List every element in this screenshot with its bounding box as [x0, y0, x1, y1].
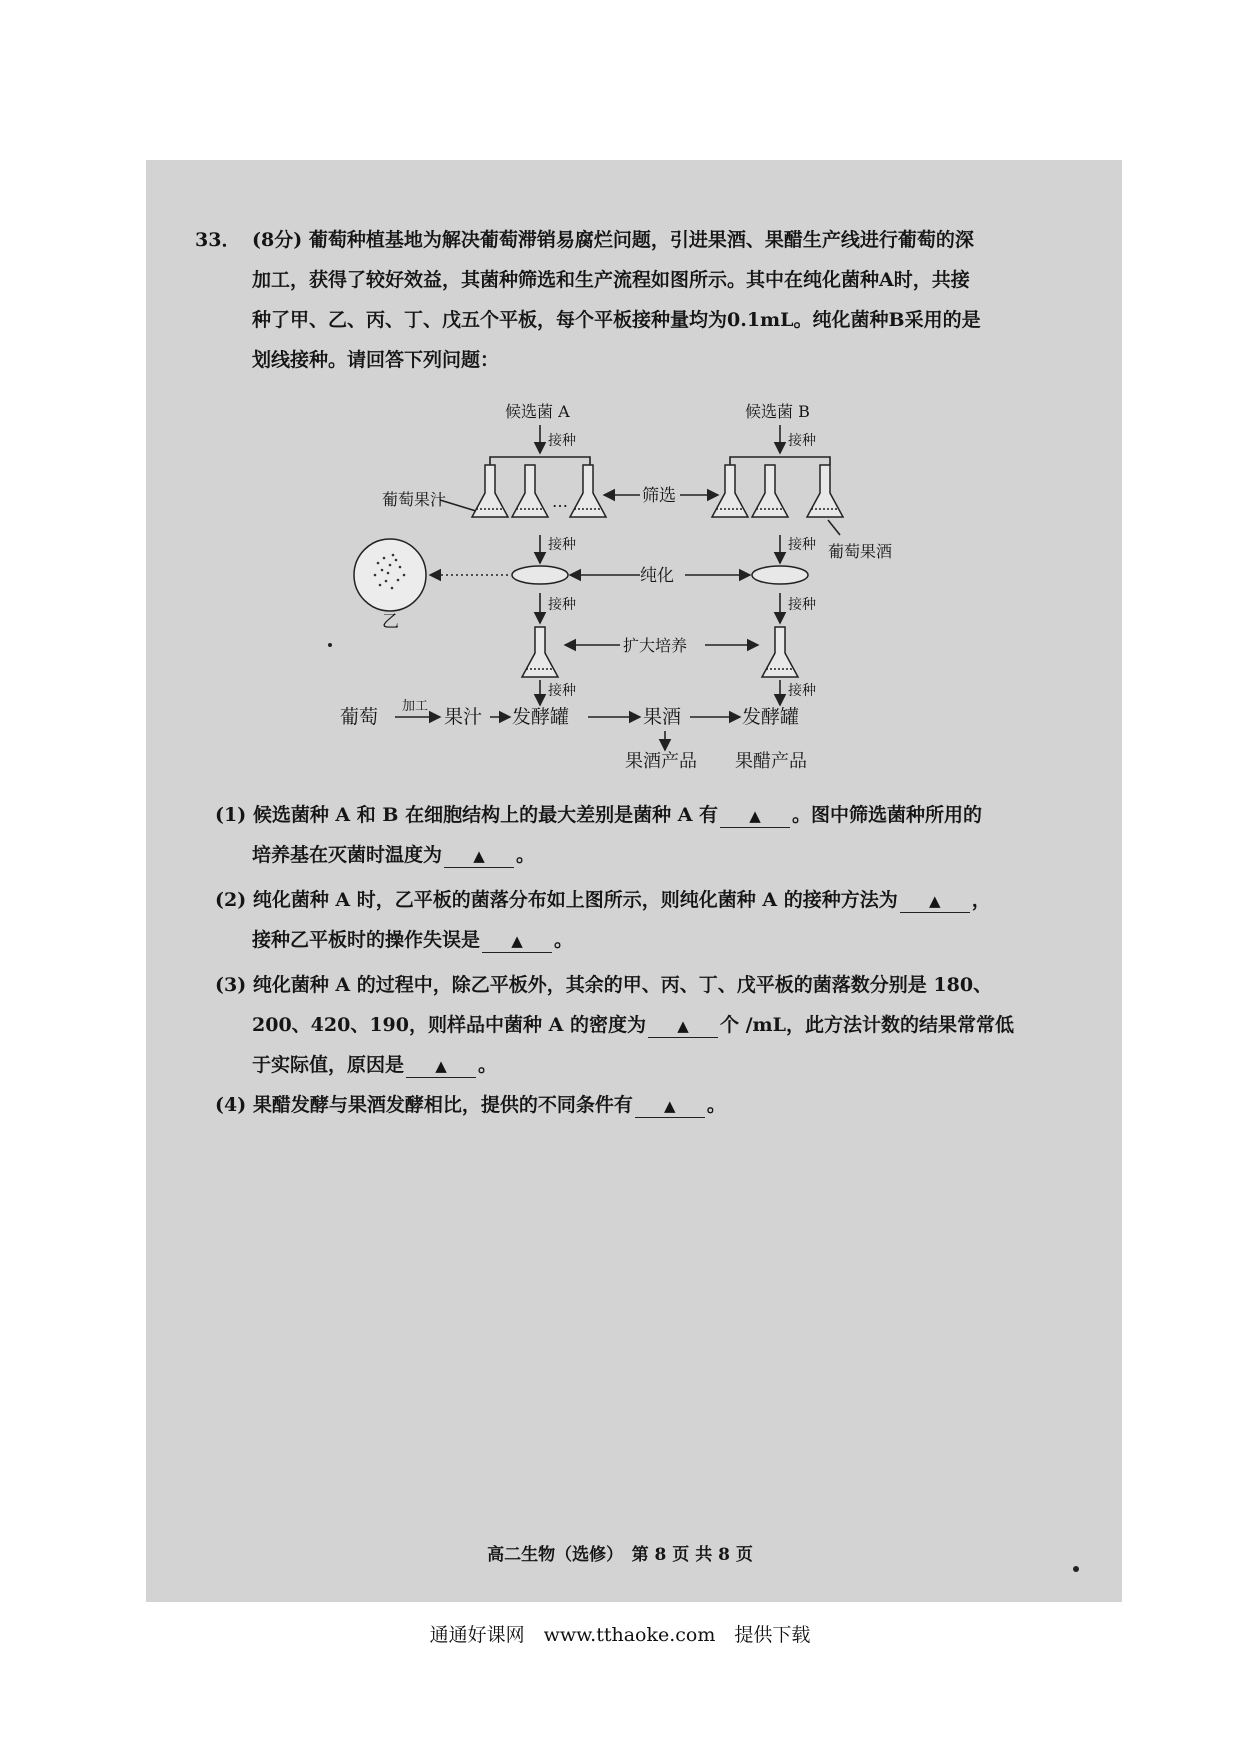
label-dots: … [552, 492, 568, 511]
question-number: 33． [195, 229, 241, 251]
answer-blank[interactable]: ▲ [648, 1015, 718, 1038]
site-credit: 通通好课网 www.tthaoke.com 提供下载 [429, 1624, 811, 1646]
question-text-line-2: 加工，获得了较好效益，其菌种筛选和生产流程如图所示。其中在纯化菌种A时，共接 [252, 269, 970, 291]
label-inoculate-a3: 接种 [548, 597, 576, 613]
label-grape-juice: 葡萄果汁 [382, 490, 447, 509]
speck [1073, 1566, 1079, 1572]
page-footer: 高二生物（选修） 第 8 页 共 8 页 [487, 1545, 753, 1565]
label-inoculate-a4: 接种 [548, 683, 576, 699]
subquestion-4-line-1: (4) 果醋发酵与果酒发酵相比，提供的不同条件有 ▲ 。 [215, 1094, 726, 1116]
subquestion-3-line-2: 200、420、190，则样品中菌种 A 的密度为 ▲ 个 /mL，此方法计数的结果常常低 [252, 1014, 1014, 1036]
answer-blank[interactable]: ▲ [720, 805, 790, 828]
subquestion-2-line-2: 接种乙平板时的操作失误是 ▲ 。 [252, 929, 574, 951]
label-candidate-a: 候选菌 A [505, 402, 570, 421]
subquestion-1-line-1: (1) 候选菌种 A 和 B 在细胞结构上的最大差别是菌种 A 有 ▲ 。图中筛选菌种所用的 [215, 804, 983, 826]
label-expand: 扩大培养 [623, 636, 688, 655]
label-inoculate-b3: 接种 [788, 597, 816, 613]
label-inoculate-b2: 接种 [788, 537, 816, 553]
label-inoculate-b1: 接种 [788, 433, 816, 449]
label-wine: 果酒 [643, 706, 682, 728]
label-wine-product: 果酒产品 [625, 751, 697, 772]
answer-blank[interactable]: ▲ [635, 1095, 705, 1118]
question-text-line-3: 种了甲、乙、丙、丁、戊五个平板，每个平板接种量均为0.1mL。纯化菌种B采用的是 [252, 309, 981, 331]
question-text-line-4: 划线接种。请回答下列问题： [252, 349, 500, 371]
speck [328, 643, 332, 647]
subquestion-2-line-1: (2) 纯化菌种 A 时，乙平板的菌落分布如上图所示，则纯化菌种 A 的接种方法为 ▲ ， [215, 889, 991, 911]
label-fermenter: 发酵罐 [512, 706, 570, 728]
label-inoculate-a1: 接种 [548, 433, 576, 449]
answer-blank[interactable]: ▲ [444, 845, 514, 868]
question-text-line-1: (8分) 葡萄种植基地为解决葡萄滞销易腐烂问题，引进果酒、果醋生产线进行葡萄的深 [252, 229, 974, 251]
label-plate-yi: 乙 [382, 612, 399, 632]
subquestion-3-line-3: 于实际值，原因是 ▲ 。 [252, 1054, 498, 1076]
label-juice: 果汁 [444, 706, 483, 728]
label-purify: 纯化 [640, 566, 674, 586]
label-process: 加工 [402, 699, 429, 714]
subquestion-3-line-1: (3) 纯化菌种 A 的过程中，除乙平板外，其余的甲、丙、丁、戊平板的菌落数分别是 180、 [215, 974, 993, 996]
answer-blank[interactable]: ▲ [406, 1055, 476, 1078]
answer-blank[interactable]: ▲ [482, 930, 552, 953]
label-inoculate-b4: 接种 [788, 683, 816, 699]
subquestion-1-line-2: 培养基在灭菌时温度为 ▲ 。 [252, 844, 536, 866]
label-fermenter-2: 发酵罐 [742, 706, 800, 728]
label-vinegar-product: 果醋产品 [735, 751, 807, 772]
label-inoculate-a2: 接种 [548, 537, 576, 553]
label-grape: 葡萄 [340, 706, 379, 728]
answer-blank[interactable]: ▲ [900, 890, 970, 913]
label-screening: 筛选 [642, 486, 676, 506]
label-grape-wine: 葡萄果酒 [828, 542, 893, 561]
flow-diagram [340, 395, 920, 780]
label-candidate-b: 候选菌 B [745, 402, 810, 421]
